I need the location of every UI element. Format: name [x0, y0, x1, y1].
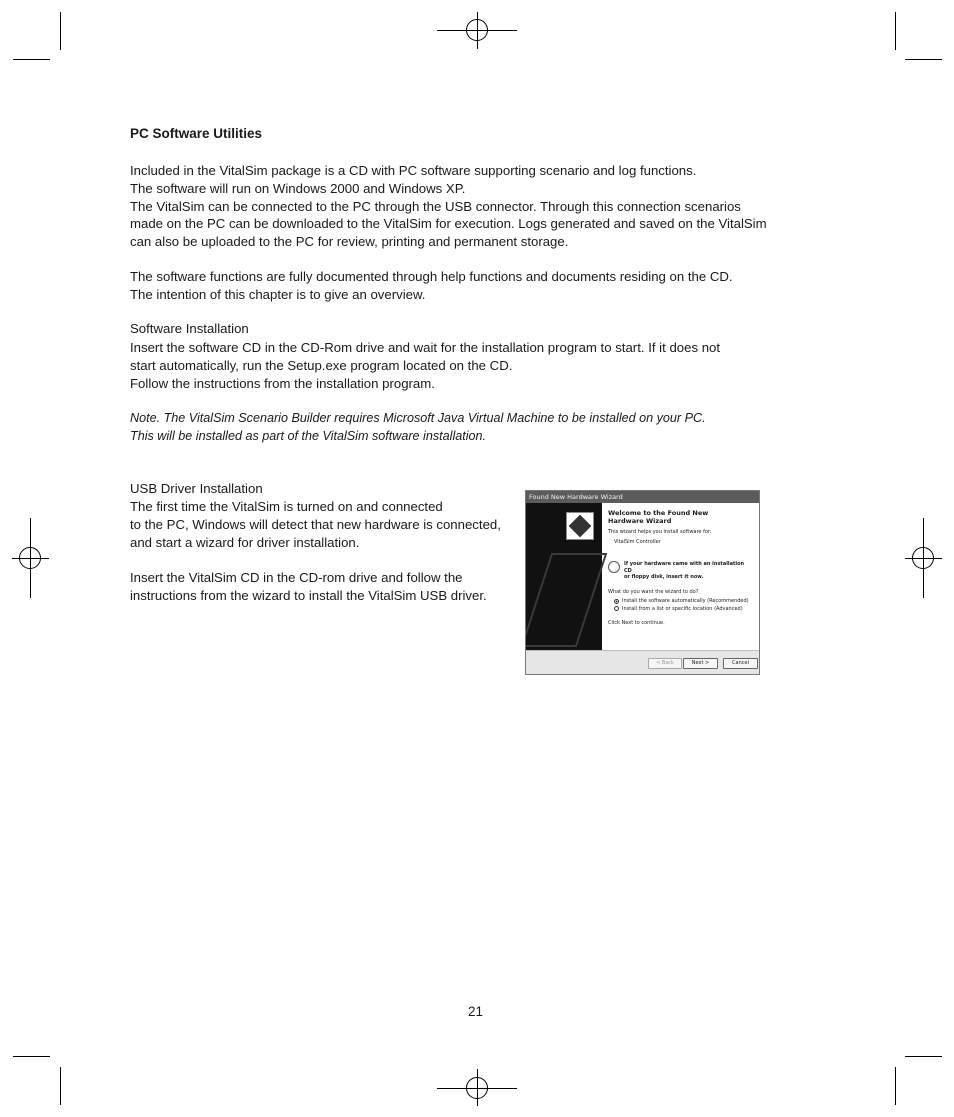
intro-paragraph-2: The software functions are fully documented through help functions and documents residing on the CD. The intention of this chapter is to give an overview.: [130, 269, 733, 302]
crop-mark: [13, 59, 50, 60]
wizard-heading: Welcome to the Found New Hardware Wizard: [608, 509, 709, 525]
crop-mark: [895, 1067, 896, 1105]
wizard-continue-text: Click Next to continue.: [608, 620, 665, 626]
wizard-option-advanced[interactable]: [614, 606, 753, 613]
hardware-icon: [566, 512, 594, 540]
usb-installation-heading: USB Driver Installation: [130, 481, 263, 496]
crop-mark: [895, 12, 896, 50]
cd-icon: [608, 561, 620, 573]
java-note: Note. The VitalSim Scenario Builder requires Microsoft Java Virtual Machine to be installed on your PC. This will be installed as part of the VitalSim software installation.: [130, 411, 706, 443]
wizard-option-automatic[interactable]: [614, 598, 753, 605]
wizard-intro: This wizard helps you install software for:: [608, 529, 712, 535]
crop-mark: [60, 1067, 61, 1105]
crop-mark: [905, 1056, 942, 1057]
radio-selected-icon: [614, 599, 619, 604]
wizard-decoration: [525, 553, 607, 647]
crop-mark: [13, 1056, 50, 1057]
hardware-wizard-screenshot: [525, 490, 760, 675]
software-installation-heading: Software Installation: [130, 321, 249, 336]
section-title: PC Software Utilities: [130, 126, 263, 141]
wizard-device-name: VitalSim Controller: [614, 538, 661, 545]
page-number: 21: [468, 1004, 484, 1019]
radio-icon: [614, 606, 619, 611]
crop-mark: [60, 12, 61, 50]
wizard-option-label: Install the software automatically (Recommended): [622, 598, 749, 604]
wizard-button-bar: [526, 650, 759, 674]
next-button[interactable]: Next >: [683, 658, 718, 669]
wizard-option-label: Install from a list or specific location (Advanced): [622, 605, 743, 612]
wizard-side-panel: [526, 503, 602, 653]
intro-paragraph: Included in the VitalSim package is a CD with PC software supporting scenario and log functions. The software will run on Windows 2000 and Windows XP. The VitalSim can be connected to the PC through the USB connector. Through this connection scenarios made on the PC can be downloaded to the VitalSim for execution. Logs generated and saved on the VitalSim can also be uploaded to the PC for review, printing and permanent storage.: [130, 163, 767, 250]
registration-line: [30, 518, 31, 598]
wizard-cd-text: If your hardware came with an installation CD or floppy disk, insert it now.: [624, 561, 745, 580]
cancel-button[interactable]: Cancel: [723, 658, 758, 669]
wizard-question: What do you want the wizard to do?: [608, 588, 699, 595]
registration-line: [477, 12, 478, 49]
registration-line: [477, 1069, 478, 1106]
back-button[interactable]: < Back: [648, 658, 682, 669]
wizard-title-bar: Found New Hardware Wizard: [526, 491, 759, 503]
usb-installation-body: The first time the VitalSim is turned on and connected to the PC, Windows will detect that new hardware is connected, and start a wizard for driver installation.: [130, 499, 501, 550]
software-installation-body: Insert the software CD in the CD-Rom drive and wait for the installation program to start. If it does not start automatically, run the Setup.exe program located on the CD. Follow the instructions from the installation program.: [130, 340, 721, 391]
crop-mark: [905, 59, 942, 60]
wizard-cd-prompt: [608, 561, 753, 581]
registration-line: [923, 518, 924, 598]
wizard-main-panel: [602, 503, 759, 653]
usb-installation-body-2: Insert the VitalSim CD in the CD-rom drive and follow the instructions from the wizard to install the VitalSim USB driver.: [130, 570, 487, 603]
